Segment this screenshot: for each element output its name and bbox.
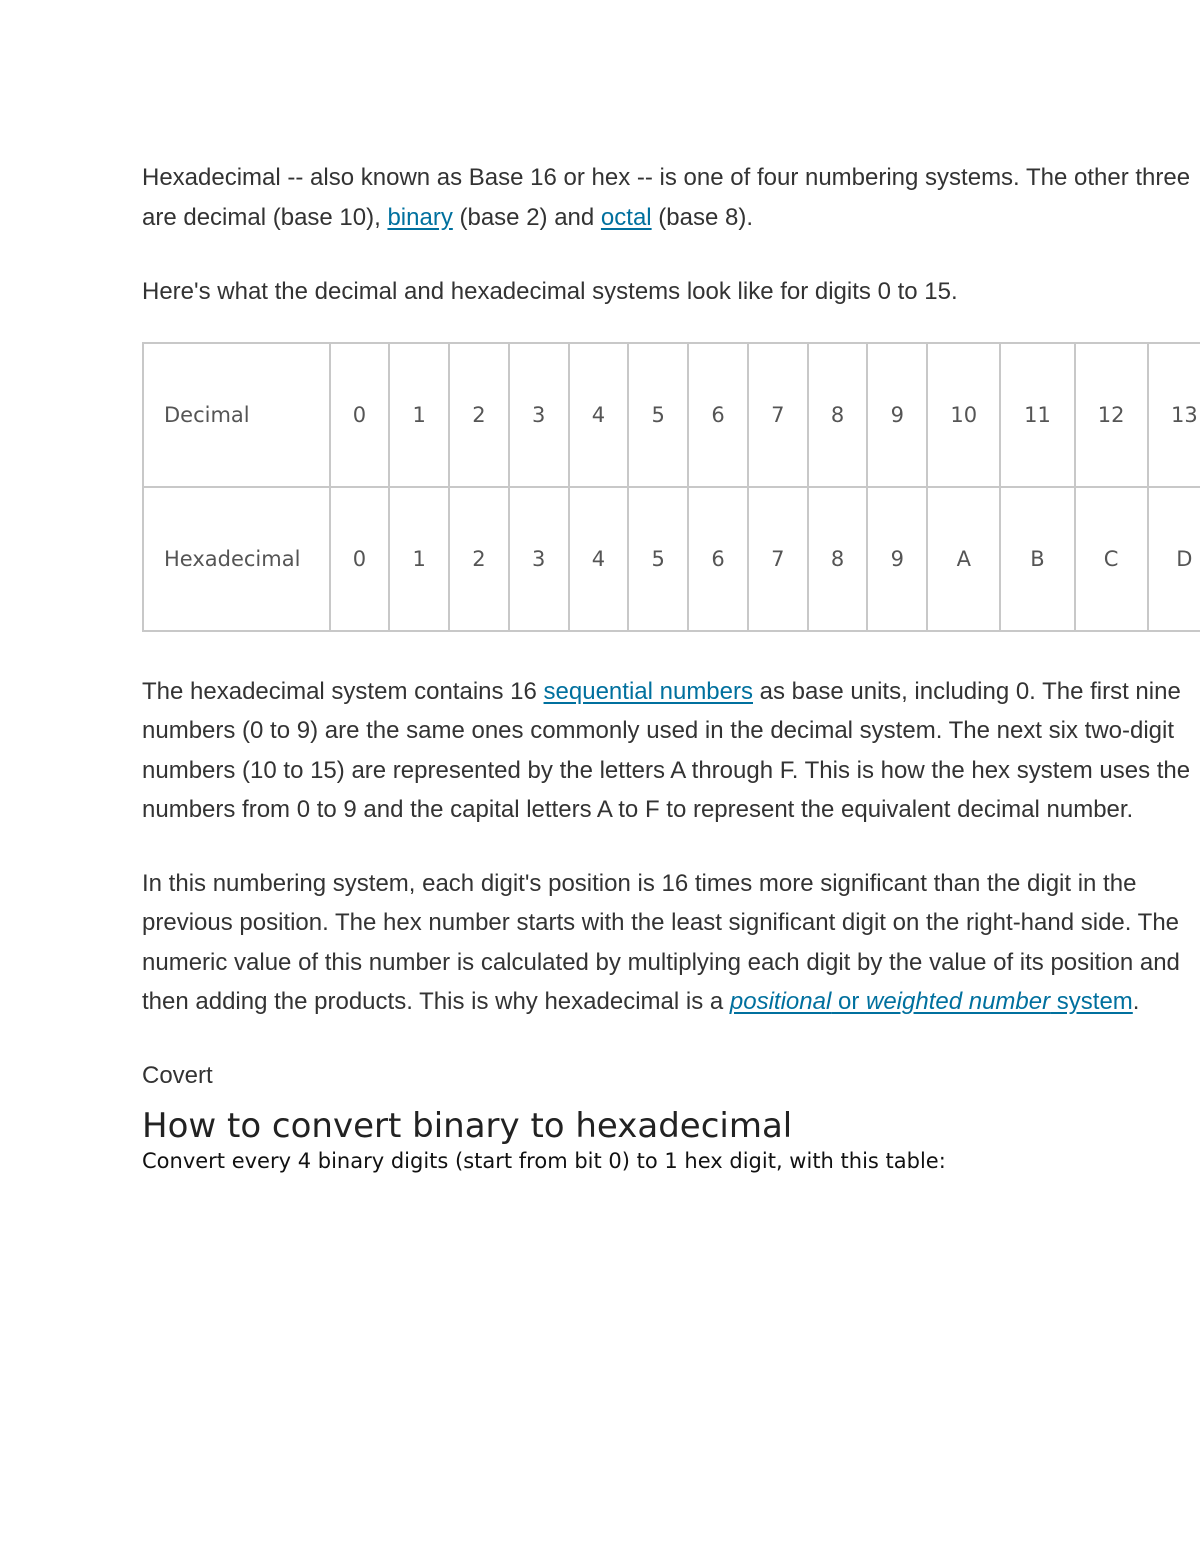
- hex-cell: D: [1148, 487, 1200, 631]
- octal-link[interactable]: octal: [600, 203, 652, 231]
- decimal-cell: 2: [449, 343, 509, 487]
- decimal-cell: 0: [330, 343, 390, 487]
- hex-cell: 3: [509, 487, 569, 631]
- table-intro-paragraph: Here's what the decimal and hexadecimal systems look like for digits 0 to 15.: [142, 278, 958, 305]
- hex-cell: B: [1000, 487, 1074, 631]
- hex-cell: C: [1075, 487, 1148, 631]
- hex-cell: 1: [389, 487, 449, 631]
- decimal-hex-table-container: [142, 342, 1200, 632]
- decimal-cell: 11: [1000, 343, 1074, 487]
- link-or: or: [831, 988, 866, 1015]
- decimal-cell: 10: [927, 343, 1000, 487]
- hex-system-paragraph: [142, 672, 1200, 830]
- link-system: system: [1050, 988, 1133, 1015]
- intro-paragraph: [142, 158, 1200, 237]
- hex-cell: A: [927, 487, 1000, 631]
- decimal-cell: 7: [748, 343, 808, 487]
- intro-text-1: Hexadecimal -- also known as Base 16 or hex -- is one of four numbering systems. The other three are decimal (base 10),: [142, 164, 1191, 231]
- hex-cell: 7: [748, 487, 808, 631]
- para4-text-1: In this numbering system, each digit's position is 16 times more significant than the digit in the previous position. The hex number starts with the least significant digit on the right-hand side. The numeric value of this number is calculated by multiplying each digit by the value of its position and then adding the products. This is why hexadecimal is a: [142, 869, 1180, 1015]
- hex-cell: 0: [330, 487, 390, 631]
- convert-heading: How to convert binary to hexadecimal: [142, 1106, 793, 1146]
- hex-cell: 4: [569, 487, 629, 631]
- hexadecimal-row: [143, 487, 1200, 631]
- para3-text-2: as base units, including 0. The first nine numbers (0 to 9) are the same ones commonly used in the decimal system. The next six two-digit numbers (10 to 15) are represented by the letters A through F. This is how the hex system uses the numbers from 0 to 9 and the capital letters A to F to represent the equivalent decimal number.: [142, 677, 1191, 823]
- decimal-cell: 3: [509, 343, 569, 487]
- positional-number-system-link[interactable]: [730, 988, 1133, 1015]
- positional-paragraph: [142, 864, 1200, 1022]
- hex-cell: 2: [449, 487, 509, 631]
- decimal-row-label: Decimal: [143, 343, 330, 487]
- covert-label: Covert: [142, 1061, 213, 1089]
- decimal-cell: 1: [389, 343, 449, 487]
- para3-text-1: The hexadecimal system contains 16: [142, 677, 544, 705]
- hex-cell: 5: [628, 487, 688, 631]
- para4-text-2: .: [1132, 988, 1140, 1015]
- decimal-cell: 9: [867, 343, 927, 487]
- intro-text-3: (base 8).: [651, 203, 754, 231]
- sequential-numbers-link[interactable]: sequential numbers: [543, 677, 753, 705]
- decimal-row: [143, 343, 1200, 487]
- binary-link[interactable]: binary: [387, 203, 453, 231]
- hex-cell: 9: [867, 487, 927, 631]
- convert-subtext: Convert every 4 binary digits (start from bit 0) to 1 hex digit, with this table:: [142, 1149, 946, 1173]
- decimal-cell: 12: [1075, 343, 1148, 487]
- hexadecimal-row-label: Hexadecimal: [143, 487, 330, 631]
- link-positional: positional: [729, 988, 832, 1015]
- hex-cell: 8: [808, 487, 868, 631]
- document-page: [142, 158, 1200, 1175]
- decimal-hex-table: [142, 342, 1200, 632]
- decimal-cell: 5: [628, 343, 688, 487]
- decimal-cell: 4: [569, 343, 629, 487]
- decimal-cell: 6: [688, 343, 748, 487]
- hex-cell: 6: [688, 487, 748, 631]
- intro-text-2: (base 2) and: [452, 203, 601, 231]
- decimal-cell: 8: [808, 343, 868, 487]
- decimal-cell: 13: [1148, 343, 1200, 487]
- link-weighted-number: weighted number: [865, 988, 1051, 1015]
